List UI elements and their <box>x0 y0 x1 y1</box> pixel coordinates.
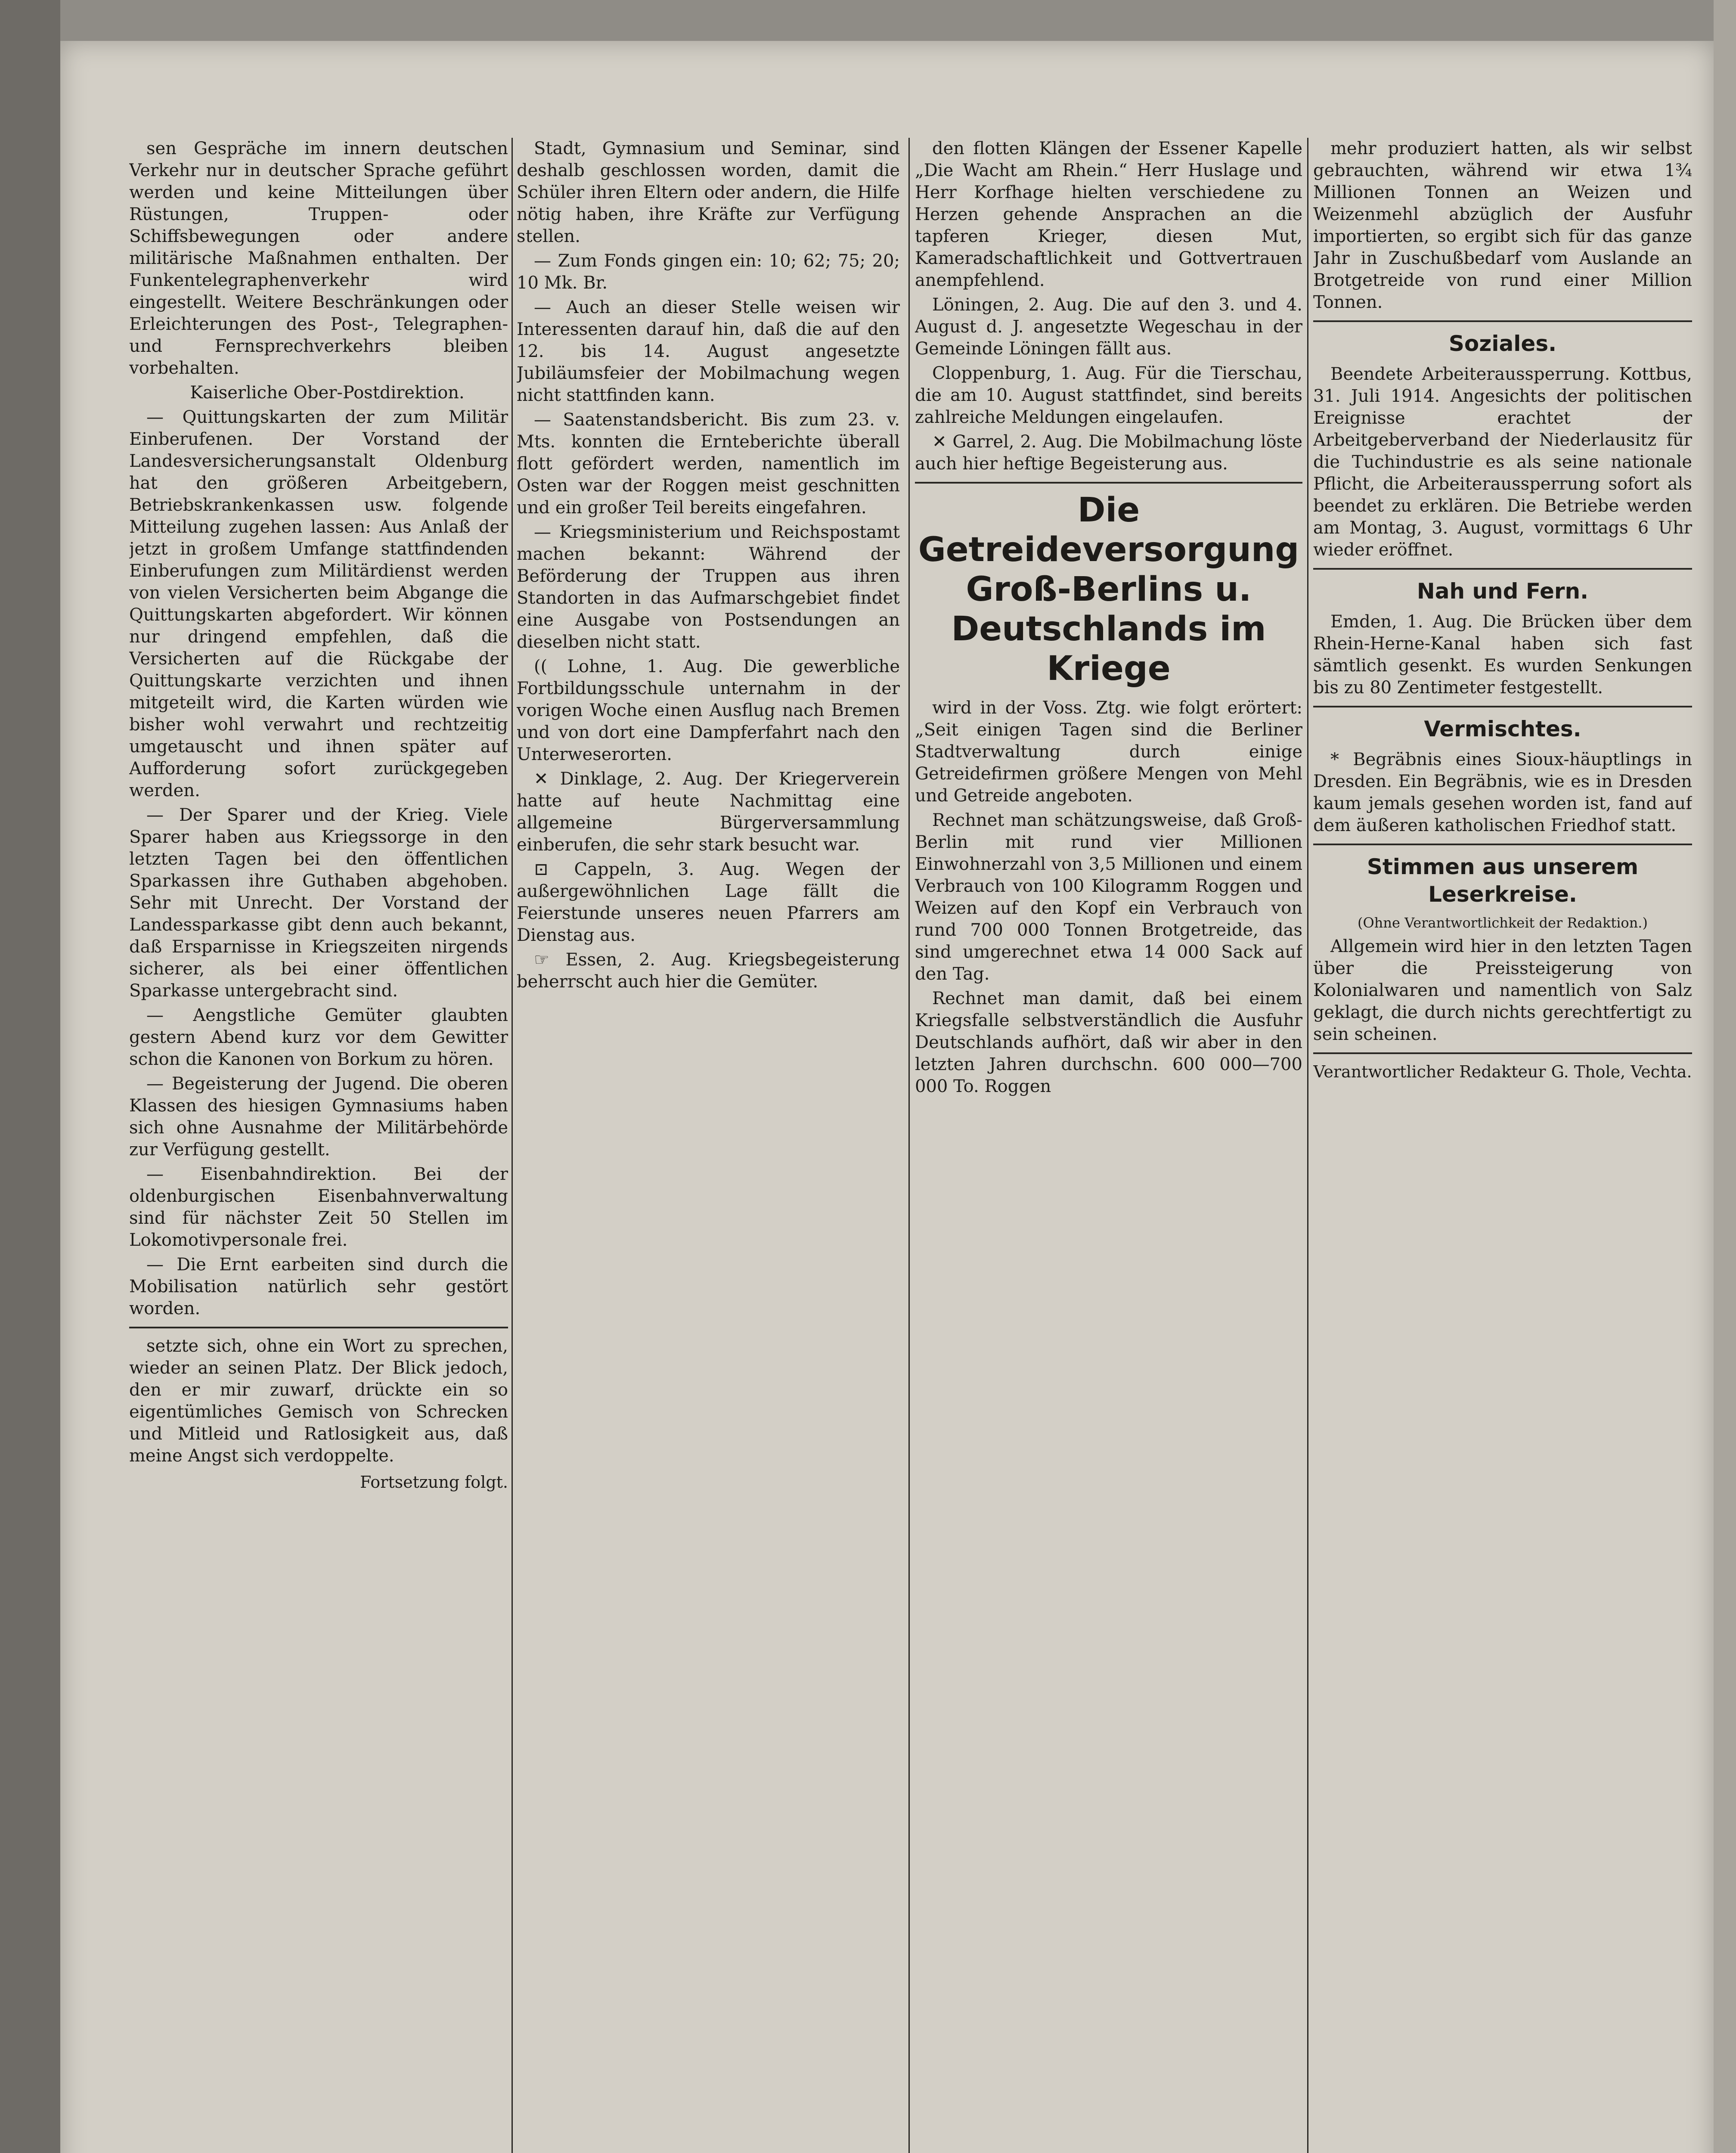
column-rule <box>908 138 910 2153</box>
section-divider <box>129 1327 508 1328</box>
column-rule <box>1307 138 1308 2153</box>
paragraph: — Die Ernt earbeiten sind durch die Mobilisation natürlich sehr gestört worden. <box>129 1255 508 1318</box>
section-divider <box>915 482 1302 484</box>
editorial-note: (Ohne Verantwortlichkeit der Redaktion.) <box>1358 915 1648 931</box>
section-heading: Stimmen aus unserem Leserkreise. <box>1367 854 1639 907</box>
paragraph: ☞ Essen, 2. Aug. Kriegsbegeisterung beherrscht auch hier die Gemüter. <box>517 950 900 992</box>
paragraph: — Saatenstandsbericht. Bis zum 23. v. Mts. konnten die Ernteberichte überall flott gefördert werden, namentlich im Osten war der Roggen meist geschnitten und ein großer Teil bereits eingefahren. <box>517 410 900 518</box>
paragraph: mehr produziert hatten, als wir selbst gebrauchten, während wir etwa 1¾ Millionen Tonnen an Weizen und Weizenmehl abzüglich der Ausfuhr importierten, so ergibt sich für das ganze Jahr in Zuschußbedarf vom Auslande an Brotgetreide von rund einer Million Tonnen. <box>1313 139 1692 312</box>
section-divider <box>1313 320 1692 322</box>
paragraph: Löningen, 2. Aug. Die auf den 3. und 4. August d. J. angesetzte Wegeschau in der Gemeinde Löningen fällt aus. <box>915 295 1302 359</box>
section-divider <box>1313 568 1692 570</box>
column-1 <box>129 138 508 2153</box>
page-edge <box>1714 0 1736 2153</box>
column-rule <box>512 138 513 2153</box>
section-divider <box>1313 844 1692 845</box>
paragraph: Rechnet man damit, daß bei einem Kriegsfalle selbstverständlich die Ausfuhr Deutschlands aufhört, daß wir aber in den letzten Jahren durchschn. 600 000—700 000 To. Roggen <box>915 989 1302 1096</box>
paragraph: ✕ Dinklage, 2. Aug. Der Kriegerverein hatte auf heute Nachmittag eine allgemeine Bürgerversammlung einberufen, die sehr stark besucht war. <box>517 769 900 855</box>
editor-signature: Verantwortlicher Redakteur G. Thole, Vechta. <box>1313 1062 1692 1081</box>
section-divider <box>1313 706 1692 707</box>
paragraph: Stadt, Gymnasium und Seminar, sind deshalb geschlossen worden, damit die Schüler ihren Eltern oder andern, die Hilfe nötig haben, ihre Kräfte zur Verfügung stellen. <box>517 139 900 246</box>
section-heading: Vermischtes. <box>1424 717 1581 741</box>
article-headline: Die Getreideversorgung Groß-Berlins u. Deutschlands im Kriege <box>918 491 1299 688</box>
paragraph: Rechnet man schätzungsweise, daß Groß-Berlin mit rund vier Millionen Einwohnerzahl von 3,5 Millionen und einem Verbrauch von 100 Kilogramm Roggen und Weizen auf den Kopf ein Verbrauch von rund 700 000 Tonnen Brotgetreide, das sind umgerechnet etwa 14 000 Sack auf den Tag. <box>915 810 1302 984</box>
paragraph: Allgemein wird hier in den letzten Tagen über die Preissteigerung von Kolonialwaren und namentlich von Salz geklagt, die durch nichts gerechtfertigt zu sein scheinen. <box>1313 937 1692 1044</box>
paragraph: Beendete Arbeiteraussperrung. Kottbus, 31. Juli 1914. Angesichts der politischen Ereignisse erachtet der Arbeitgeberverband der Niederlausitz für die Tuchindustrie es als seine nationale Pflicht, die Arbeiteraussperrung sofort als beendet zu erklären. Die Betriebe werden am Montag, 3. August, vormittags 6 Uhr wieder eröffnet. <box>1313 364 1692 560</box>
paragraph: Kaiserliche Ober-Postdirektion. <box>190 383 465 403</box>
scanner-edge <box>0 0 60 2153</box>
paragraph: den flotten Klängen der Essener Kapelle „Die Wacht am Rhein.“ Herr Huslage und Herr Korfhage hielten verschiedene zu Herzen gehende Ansprachen an die tapferen Krieger, diesen Mut, Kameradschaftlichkeit und Gottvertrauen anempfehlend. <box>915 139 1302 290</box>
paragraph: ✕ Garrel, 2. Aug. Die Mobilmachung löste auch hier heftige Begeisterung aus. <box>915 432 1302 474</box>
column-4 <box>1313 138 1692 2153</box>
paragraph: (( Lohne, 1. Aug. Die gewerbliche Fortbildungsschule unternahm in der vorigen Woche einen Ausflug nach Bremen und von dort eine Dampferfahrt nach den Unterweserorten. <box>517 657 900 764</box>
continuation-note: Fortsetzung folgt. <box>360 1473 508 1492</box>
paragraph: ⊡ Cappeln, 3. Aug. Wegen der außergewöhnlichen Lage fällt die Feierstunde unseres neuen Pfarrers am Dienstag aus. <box>517 859 900 945</box>
paragraph: Cloppenburg, 1. Aug. Für die Tierschau, die am 10. August stattfindet, sind bereits zahlreiche Meldungen eingelaufen. <box>915 363 1302 427</box>
paragraph: — Der Sparer und der Krieg. Viele Sparer haben aus Kriegssorge in den letzten Tagen bei den öffentlichen Sparkassen ihre Guthaben abgehoben. Sehr mit Unrecht. Der Vorstand der Landessparkasse gibt denn auch bekannt, daß Ersparnisse in Kriegszeiten nirgends sicherer, als bei einer öffentlichen Sparkasse untergebracht sind. <box>129 805 508 1001</box>
paragraph: — Kriegsministerium und Reichspostamt machen bekannt: Während der Beförderung der Truppen aus ihren Standorten in das Aufmarschgebiet findet eine Ausgabe von Postsendungen an dieselben nicht statt. <box>517 522 900 652</box>
paragraph: — Aengstliche Gemüter glaubten gestern Abend kurz vor dem Gewitter schon die Kanonen von Borkum zu hören. <box>129 1005 508 1069</box>
paragraph: Emden, 1. Aug. Die Brücken über dem Rhein-Herne-Kanal haben sich fast sämtlich gesenkt. Es wurden Senkungen bis zu 80 Zentimeter festgestellt. <box>1313 612 1692 698</box>
paragraph: — Quittungskarten der zum Militär Einberufenen. Der Vorstand der Landesversicherungsanstalt Oldenburg hat den größeren Arbeitgebern, Betriebskrankenkassen usw. folgende Mitteilung zugehen lassen: Aus Anlaß der jetzt in großem Umfange stattfindenden Einberufungen zum Militärdienst werden von vielen Versicherten beim Abgange die Quittungskarten abgefordert. Wir können nur dringend empfehlen, daß die Versicherten auf die Rückgabe der Quittungskarte verzichten und ihnen mitgeteilt wird, die Karten würden wie bisher wohl verwahrt und rechtzeitig umgetauscht und ihnen später auf Aufforderung sofort zurückgegeben werden. <box>129 407 508 800</box>
paragraph: sen Gespräche im innern deutschen Verkehr nur in deutscher Sprache geführt werden und keine Mitteilungen über Rüstungen, Truppen- oder Schiffsbewegungen oder andere militärische Maßnahmen enthalten. Der Funkentelegraphenverkehr wird eingestellt. Weitere Beschränkungen oder Erleichterungen des Post-, Telegraphen- und Fernsprechverkehrs bleiben vorbehalten. <box>129 139 508 378</box>
column-3 <box>915 138 1302 2153</box>
section-divider <box>1313 1052 1692 1054</box>
paragraph: — Auch an dieser Stelle weisen wir Interessenten darauf hin, daß die auf den 12. bis 14. August angesetzte Jubiläumsfeier der Mobilmachung wegen nicht stattfinden kann. <box>517 298 900 405</box>
paragraph: — Eisenbahndirektion. Bei der oldenburgischen Eisenbahnverwaltung sind für nächster Zeit 50 Stellen im Lokomotivpersonale frei. <box>129 1164 508 1250</box>
paragraph: — Begeisterung der Jugend. Die oberen Klassen des hiesigen Gymnasiums haben sich ohne Ausnahme der Militärbehörde zur Verfügung gestellt. <box>129 1074 508 1160</box>
paragraph: — Zum Fonds gingen ein: 10; 62; 75; 20; 10 Mk. Br. <box>517 251 900 293</box>
column-2 <box>517 138 900 2153</box>
section-heading: Soziales. <box>1448 331 1557 356</box>
story-closing: setzte sich, ohne ein Wort zu sprechen, wieder an seinen Platz. Der Blick jedoch, den er mir zuwarf, drückte ein so eigentümliches Gemisch von Schrecken und Mitleid und Ratlosigkeit aus, daß meine Angst sich verdoppelte. <box>129 1336 508 1466</box>
paragraph: * Begräbnis eines Sioux-häuptlings in Dresden. Ein Begräbnis, wie es in Dresden kaum jemals gesehen worden ist, fand auf dem äußeren katholischen Friedhof statt. <box>1313 750 1692 835</box>
paragraph: wird in der Voss. Ztg. wie folgt erörtert: „Seit einigen Tagen sind die Berliner Stadtverwaltung durch einige Getreidefirmen größere Mengen von Mehl und Getreide angeboten. <box>915 698 1302 806</box>
section-heading: Nah und Fern. <box>1417 579 1589 604</box>
